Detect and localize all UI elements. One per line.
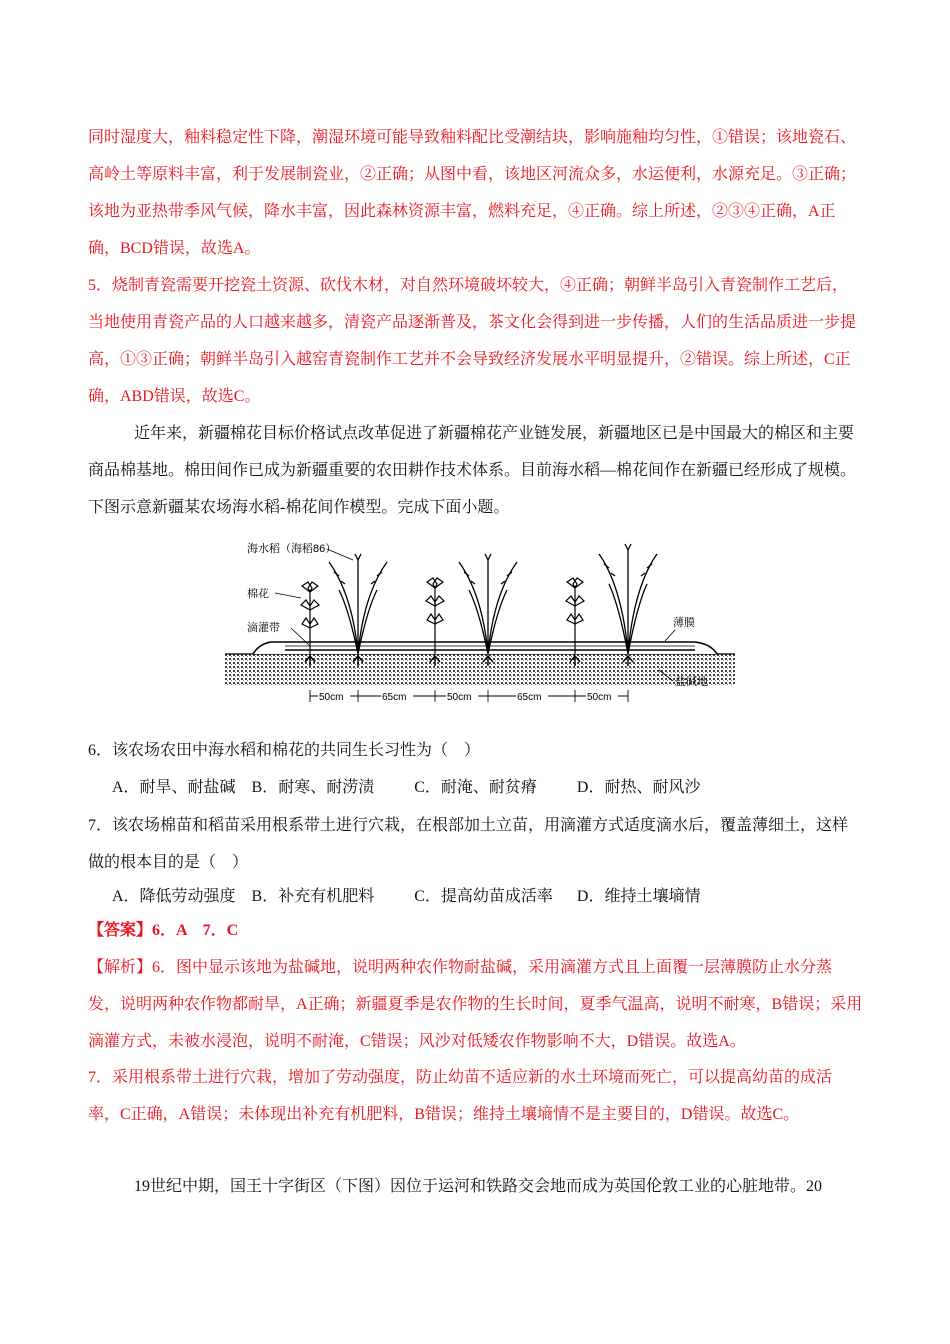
label-rice: 海水稻（海稻86） (247, 543, 337, 555)
analysis-q5: 5．烧制青瓷需要开挖瓷土资源、砍伐木材，对自然环境破坏较大，④正确；朝鲜半岛引入青瓷制作工艺后，当地使用青瓷产品的人口越来越多，清瓷产品逐渐普及，茶文化会得到进一步传播，人们的生活品质进一步提高，①③正确；朝鲜半岛引入越窑青瓷制作工艺并不会导致经济发展水平明显提升，②错误。综上所述，C正确，ABD错误，故选C。 (88, 277, 857, 405)
next-passage-intro: 19世纪中期，国王十字街区（下图）因位于运河和铁路交会地而成为英国伦敦工业的心脏地带。20 (134, 1178, 823, 1195)
dim-label: 50cm (447, 692, 472, 703)
analysis-q7: 7．采用根系带土进行穴栽，增加了劳动强度，防止幼苗不适应新的水土环境而死亡，可以提高幼苗的成活率，C正确，A错误；未体现出补充有机肥料，B错误；维持土壤墒情不是主要目的，D错误。故选C。 (88, 1069, 833, 1123)
analysis-q6: 【解析】6．图中显示该地为盐碱地，说明两种农作物耐盐碱，采用滴灌方式且上面覆一层薄膜防止水分蒸发，说明两种农作物都耐旱，A正确；新疆夏季是农作物的生长时间，夏季气温高，说明不耐寒，B错误；采用滴灌方式，未被水浸泡，说明不耐淹，C错误；风沙对低矮农作物影响不大，D错误。故选A。 (88, 959, 863, 1050)
dim-label: 50cm (587, 692, 612, 703)
question-7-options: A．降低劳动强度 B．补充有机肥料 C．提高幼苗成活率 D．维持土壤墒情 (112, 888, 701, 905)
label-cotton: 棉花 (247, 588, 269, 600)
saline-soil (225, 654, 735, 686)
analysis-q4-continued: 同时湿度大，釉料稳定性下降，潮湿环境可能导致釉料配比受潮结块，影响施釉均匀性，①错误；该地瓷石、高岭土等原料丰富，利于发展制瓷业，②正确；从图中看，该地区河流众多，水运便利，水源充足。③正确；该地为亚热带季风气候，降水丰富，因此森林资源丰富，燃料充足，④正确。综上所述，②③④正确，A正确，BCD错误，故选A。 (88, 129, 857, 257)
dim-label: 65cm (382, 692, 407, 703)
label-drip-tape: 滴灌带 (247, 622, 280, 634)
answer-line: 【答案】6．A 7．C (88, 922, 239, 939)
passage-intro: 近年来，新疆棉花目标价格试点改革促进了新疆棉花产业链发展，新疆地区已是中国最大的棉区和主要商品棉基地。棉田间作已成为新疆重要的农田耕作技术体系。目前海水稻—棉花间作在新疆已经形成了规模。下图示意新疆某农场海水稻-棉花间作模型。完成下面小题。 (88, 425, 857, 516)
question-6-stem: 6．该农场农田中海水稻和棉花的共同生长习性为（ ） (88, 742, 481, 759)
rice-plant (459, 554, 517, 654)
question-7-stem: 7．该农场棉苗和稻苗采用根系带土进行穴栽，在根部加土立苗，用滴灌方式适度滴水后，覆盖薄细土，这样做的根本目的是（ ） (88, 817, 849, 871)
label-saline-soil: 盐碱地 (675, 676, 708, 688)
plastic-film (253, 642, 717, 654)
label-film: 薄膜 (673, 617, 695, 629)
rice-plant (599, 544, 657, 654)
question-6-options: A．耐旱、耐盐碱 B．耐寒、耐涝渍 C．耐淹、耐贫瘠 D．耐热、耐风沙 (112, 779, 701, 796)
rice-plant (329, 554, 387, 654)
dim-label: 65cm (517, 692, 542, 703)
dim-label: 50cm (319, 692, 344, 703)
intercropping-diagram (225, 530, 735, 712)
